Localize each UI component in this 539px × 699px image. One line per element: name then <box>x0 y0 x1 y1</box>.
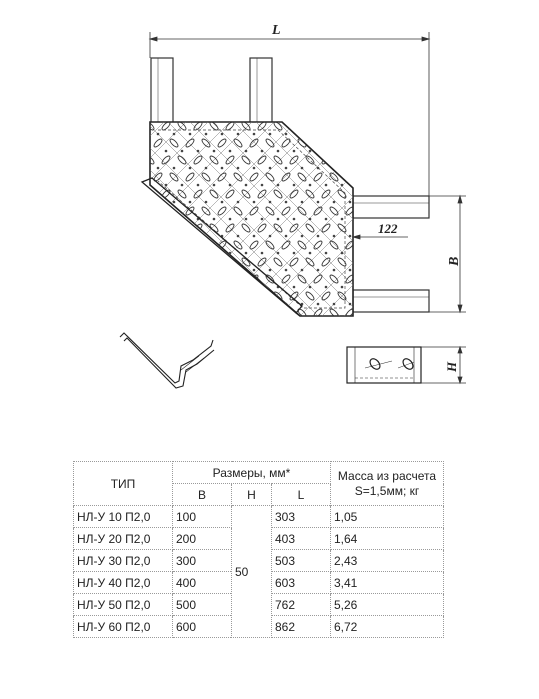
mesh-node <box>317 201 320 204</box>
perforation-hole <box>145 189 155 199</box>
cell-l: 503 <box>272 550 331 572</box>
perforation-hole <box>145 291 155 301</box>
mesh-line <box>0 0 180 420</box>
mesh-node <box>189 201 192 204</box>
mesh-node <box>205 201 208 204</box>
header-mass <box>331 462 444 506</box>
perforation-hole <box>337 121 347 131</box>
perforation-hole <box>353 257 363 267</box>
perforation-hole <box>361 240 371 250</box>
dimension-B <box>429 196 466 312</box>
mesh-node <box>261 320 264 323</box>
mesh-node <box>157 133 160 136</box>
mesh-node <box>341 184 344 187</box>
mesh-line <box>0 0 114 420</box>
perforation-hole <box>353 121 363 131</box>
cell-l: 762 <box>272 594 331 616</box>
mesh-node <box>293 286 296 289</box>
mesh-node <box>349 235 352 238</box>
mesh-node <box>349 269 352 272</box>
mesh-node <box>253 269 256 272</box>
mesh-node <box>285 201 288 204</box>
mesh-node <box>245 252 248 255</box>
mesh-node <box>309 286 312 289</box>
mesh-node <box>301 167 304 170</box>
mesh-node <box>245 218 248 221</box>
dimension-H-label: H <box>444 361 459 372</box>
perforation-hole <box>353 189 363 199</box>
mesh-node <box>205 133 208 136</box>
mesh-node <box>229 150 232 153</box>
mesh-line <box>394 0 539 420</box>
cell-type: НЛ-У 50 П2,0 <box>74 594 173 616</box>
perforation-hole <box>201 308 211 318</box>
mesh-node <box>285 133 288 136</box>
mesh-node <box>173 133 176 136</box>
cell-b: 100 <box>173 506 232 528</box>
perforation-hole <box>361 138 371 148</box>
mesh-node <box>277 320 280 323</box>
mesh-node <box>309 184 312 187</box>
mesh-node <box>365 269 368 272</box>
mesh-node <box>301 269 304 272</box>
mesh-node <box>181 286 184 289</box>
mesh-node <box>285 235 288 238</box>
mesh-node <box>165 252 168 255</box>
cell-b: 300 <box>173 550 232 572</box>
perforation-hole <box>361 206 371 216</box>
perforation-hole <box>321 121 331 131</box>
perforation-hole <box>225 291 235 301</box>
mesh-node <box>205 167 208 170</box>
mesh-node <box>269 269 272 272</box>
header-col-h: H <box>232 484 272 506</box>
perforation-hole <box>153 308 163 318</box>
mesh-line <box>0 0 48 420</box>
perforation-hole <box>185 274 195 284</box>
cell-mass: 2,43 <box>331 550 444 572</box>
mesh-node <box>157 303 160 306</box>
mesh-node <box>301 201 304 204</box>
perforation-hole <box>361 274 371 284</box>
table-row <box>74 506 444 528</box>
mesh-node <box>325 184 328 187</box>
mesh-node <box>165 286 168 289</box>
mesh-node <box>317 303 320 306</box>
mesh-node <box>245 184 248 187</box>
mesh-node <box>213 320 216 323</box>
cell-type: НЛ-У 60 П2,0 <box>74 616 173 638</box>
mesh-node <box>373 320 376 323</box>
mesh-node <box>269 235 272 238</box>
mesh-line <box>460 0 539 420</box>
mesh-node <box>245 286 248 289</box>
mesh-node <box>269 201 272 204</box>
mesh-node <box>373 286 376 289</box>
mesh-node <box>253 201 256 204</box>
mesh-node <box>197 320 200 323</box>
mesh-node <box>365 303 368 306</box>
mesh-line <box>0 0 4 420</box>
perforation-hole <box>209 257 219 267</box>
perforation-hole <box>169 240 179 250</box>
dimension-122-label: 122 <box>378 221 398 236</box>
cell-mass: 3,41 <box>331 572 444 594</box>
cell-h: 50 <box>232 506 272 638</box>
dimension-L-label: L <box>272 23 281 38</box>
mesh-node <box>173 167 176 170</box>
perforation-hole <box>361 308 371 318</box>
mesh-node <box>157 235 160 238</box>
cell-l: 403 <box>272 528 331 550</box>
mesh-node <box>333 303 336 306</box>
mesh-node <box>205 303 208 306</box>
mesh-line <box>372 0 539 420</box>
perforation-hole <box>185 308 195 318</box>
mesh-node <box>197 286 200 289</box>
perforation-hole <box>257 291 267 301</box>
mesh-node <box>237 201 240 204</box>
mesh-node <box>325 218 328 221</box>
mesh-line <box>460 0 539 420</box>
perforation-hole <box>337 155 347 165</box>
mounting-tabs-top <box>151 58 272 124</box>
mesh-node <box>341 150 344 153</box>
mesh-line <box>350 0 539 420</box>
mesh-node <box>365 167 368 170</box>
mesh-node <box>277 150 280 153</box>
mesh-node <box>205 269 208 272</box>
mesh-node <box>221 269 224 272</box>
mesh-node <box>165 320 168 323</box>
mesh-node <box>309 252 312 255</box>
mesh-line <box>416 0 539 420</box>
mesh-node <box>309 320 312 323</box>
mesh-node <box>325 150 328 153</box>
perforation-hole <box>345 138 355 148</box>
perforation-hole <box>177 257 187 267</box>
perforation-hole <box>153 274 163 284</box>
mesh-node <box>189 167 192 170</box>
mesh-node <box>373 252 376 255</box>
mesh-line <box>416 0 539 420</box>
mesh-node <box>301 235 304 238</box>
mesh-node <box>165 150 168 153</box>
cell-b: 500 <box>173 594 232 616</box>
perforation-hole <box>201 240 211 250</box>
mesh-node <box>325 320 328 323</box>
mesh-node <box>357 150 360 153</box>
cell-type: НЛ-У 10 П2,0 <box>74 506 173 528</box>
mesh-node <box>341 252 344 255</box>
mesh-node <box>237 269 240 272</box>
mesh-node <box>333 201 336 204</box>
mesh-node <box>197 184 200 187</box>
mesh-line <box>350 0 539 420</box>
mesh-line <box>0 0 70 420</box>
mesh-node <box>269 167 272 170</box>
mesh-line <box>0 0 4 420</box>
mesh-node <box>181 252 184 255</box>
perforation-hole <box>353 291 363 301</box>
mesh-node <box>357 252 360 255</box>
mesh-node <box>349 133 352 136</box>
perforation-hole <box>345 172 355 182</box>
mesh-node <box>301 133 304 136</box>
cell-mass: 1,05 <box>331 506 444 528</box>
mesh-node <box>237 167 240 170</box>
perforation-hole <box>241 291 251 301</box>
mesh-node <box>261 286 264 289</box>
perforation-hole <box>305 121 315 131</box>
perforation-hole <box>177 291 187 301</box>
mesh-node <box>333 133 336 136</box>
mesh-node <box>349 167 352 170</box>
header-mass-line1: Масса из расчета <box>337 468 437 483</box>
mesh-node <box>285 269 288 272</box>
perforation-hole <box>281 308 291 318</box>
cell-mass: 5,26 <box>331 594 444 616</box>
perforation-hole <box>329 138 339 148</box>
cell-type: НЛ-У 30 П2,0 <box>74 550 173 572</box>
mesh-node <box>189 235 192 238</box>
mesh-node <box>317 269 320 272</box>
cell-type: НЛ-У 20 П2,0 <box>74 528 173 550</box>
mesh-node <box>181 150 184 153</box>
mesh-node <box>157 201 160 204</box>
mesh-node <box>293 320 296 323</box>
mesh-node <box>213 286 216 289</box>
mesh-node <box>181 218 184 221</box>
mesh-node <box>277 218 280 221</box>
mesh-node <box>189 133 192 136</box>
mounting-tabs-right <box>353 196 429 312</box>
perforation-hole <box>161 291 171 301</box>
perforation-hole <box>161 257 171 267</box>
mesh-node <box>285 167 288 170</box>
mesh-node <box>309 150 312 153</box>
header-type: ТИП <box>74 462 173 506</box>
mesh-node <box>341 286 344 289</box>
mesh-node <box>213 150 216 153</box>
perforation-hole <box>209 291 219 301</box>
mesh-line <box>0 0 26 420</box>
mesh-node <box>181 320 184 323</box>
perforation-hole <box>217 308 227 318</box>
mesh-node <box>237 133 240 136</box>
perforation-hole <box>233 274 243 284</box>
mesh-node <box>293 150 296 153</box>
mesh-node <box>221 201 224 204</box>
mesh-node <box>357 184 360 187</box>
cell-b: 400 <box>173 572 232 594</box>
mesh-line <box>0 0 70 420</box>
perforation-hole <box>193 291 203 301</box>
perforation-hole <box>145 257 155 267</box>
perforation-hole <box>161 223 171 233</box>
perforation-hole <box>169 274 179 284</box>
perforation-hole <box>233 308 243 318</box>
mesh-node <box>293 184 296 187</box>
perforation-hole <box>177 223 187 233</box>
mesh-node <box>253 303 256 306</box>
mesh-line <box>0 0 26 420</box>
header-mass-line2: S=1,5мм; кг <box>354 483 420 498</box>
header-col-b: B <box>173 484 232 506</box>
mesh-node <box>261 218 264 221</box>
mesh-node <box>253 167 256 170</box>
mesh-node <box>229 286 232 289</box>
mesh-node <box>349 303 352 306</box>
cell-l: 862 <box>272 616 331 638</box>
mesh-node <box>173 303 176 306</box>
section-view <box>347 347 421 383</box>
mesh-node <box>293 252 296 255</box>
mesh-node <box>197 150 200 153</box>
mesh-line <box>0 0 114 420</box>
mesh-node <box>213 218 216 221</box>
mesh-node <box>189 269 192 272</box>
mesh-node <box>365 133 368 136</box>
mesh-line <box>372 0 539 420</box>
cell-l: 303 <box>272 506 331 528</box>
mesh-node <box>261 184 264 187</box>
mesh-node <box>309 218 312 221</box>
mesh-node <box>173 235 176 238</box>
mesh-line <box>438 0 539 420</box>
mesh-node <box>237 235 240 238</box>
mesh-line <box>0 0 92 420</box>
mesh-node <box>293 218 296 221</box>
mesh-node <box>213 252 216 255</box>
mesh-node <box>197 252 200 255</box>
mesh-node <box>253 133 256 136</box>
mesh-line <box>328 0 539 420</box>
perforation-hole <box>265 308 275 318</box>
spec-table <box>73 461 444 638</box>
mesh-node <box>157 167 160 170</box>
mesh-node <box>357 286 360 289</box>
perforation-hole <box>153 240 163 250</box>
cell-mass: 6,72 <box>331 616 444 638</box>
mesh-node <box>245 320 248 323</box>
mesh-node <box>357 320 360 323</box>
mesh-node <box>173 201 176 204</box>
mesh-node <box>261 252 264 255</box>
mesh-node <box>229 218 232 221</box>
mesh-node <box>349 201 352 204</box>
mesh-node <box>253 235 256 238</box>
dimension-B-label: B <box>447 256 462 266</box>
mesh-node <box>333 235 336 238</box>
mesh-node <box>261 150 264 153</box>
mesh-line <box>0 0 92 420</box>
mesh-node <box>341 218 344 221</box>
perforation-hole <box>249 308 259 318</box>
perforation-hole <box>185 240 195 250</box>
mesh-node <box>269 133 272 136</box>
mesh-line <box>0 0 136 420</box>
mesh-line <box>0 0 180 420</box>
perforation-hole <box>217 274 227 284</box>
mesh-node <box>341 320 344 323</box>
mesh-node <box>173 269 176 272</box>
mesh-node <box>317 235 320 238</box>
table-header-row <box>74 462 444 484</box>
mesh-node <box>277 252 280 255</box>
mesh-line <box>0 0 158 420</box>
mesh-node <box>373 184 376 187</box>
mesh-node <box>189 303 192 306</box>
mesh-line <box>438 0 539 420</box>
perforation-hole <box>353 155 363 165</box>
mesh-line <box>0 0 158 420</box>
cell-b: 200 <box>173 528 232 550</box>
mesh-node <box>317 133 320 136</box>
mesh-node <box>237 303 240 306</box>
header-sizes: Размеры, мм* <box>173 462 331 484</box>
cell-mass: 1,64 <box>331 528 444 550</box>
perforation-hole <box>361 172 371 182</box>
mesh-line <box>0 0 202 420</box>
mesh-node <box>181 184 184 187</box>
mesh-node <box>229 320 232 323</box>
mesh-line <box>328 0 539 420</box>
perforation-hole <box>313 138 323 148</box>
mesh-node <box>325 252 328 255</box>
perforation-hole <box>153 206 163 216</box>
mesh-node <box>157 269 160 272</box>
cell-type: НЛ-У 40 П2,0 <box>74 572 173 594</box>
mesh-node <box>165 218 168 221</box>
mesh-line <box>0 0 136 420</box>
mesh-node <box>213 184 216 187</box>
mesh-node <box>333 269 336 272</box>
side-profile <box>120 333 214 388</box>
mesh-node <box>221 167 224 170</box>
perforation-hole <box>169 308 179 318</box>
mesh-node <box>221 303 224 306</box>
mesh-node <box>221 133 224 136</box>
mesh-line <box>394 0 539 420</box>
perforation-hole <box>193 257 203 267</box>
mesh-node <box>277 184 280 187</box>
mesh-node <box>325 286 328 289</box>
perforation-hole <box>145 223 155 233</box>
perforation-hole <box>201 274 211 284</box>
mesh-line <box>0 0 48 420</box>
mesh-node <box>373 150 376 153</box>
perforation-hole <box>353 223 363 233</box>
mesh-node <box>165 184 168 187</box>
cell-b: 600 <box>173 616 232 638</box>
mesh-node <box>229 184 232 187</box>
cell-l: 603 <box>272 572 331 594</box>
mesh-node <box>245 150 248 153</box>
mesh-line <box>0 0 202 420</box>
mesh-node <box>229 252 232 255</box>
mesh-node <box>269 303 272 306</box>
header-col-l: L <box>272 484 331 506</box>
